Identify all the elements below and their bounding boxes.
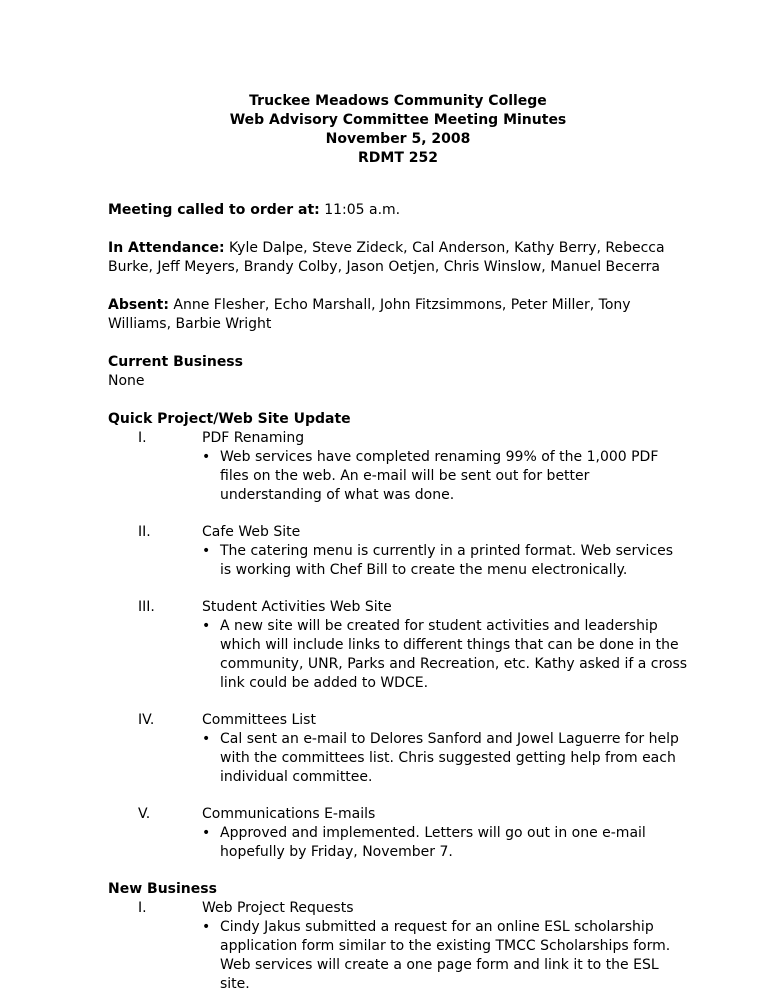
called-to-order [108,201,688,220]
item-bullet-text: Web services have completed renaming 99% of the 1,000 PDF files on the web. An e-mail will be sent out for better understanding of what was done. [220,449,659,503]
item-bullet [202,617,688,693]
item-number: I. [138,430,147,446]
new-business-section [108,880,688,994]
item-bullet [202,730,688,787]
bullet-icon: • [202,825,211,841]
item-bullet-text: The catering menu is currently in a printed format. Web services is working with Chef Bill to create the menu electronically. [220,543,674,578]
item-title: Web Project Requests [202,900,354,916]
current-business-text: None [108,373,145,389]
item-bullet [202,448,688,505]
item-bullet [202,918,688,994]
college-name: Truckee Meadows Community College [249,93,547,109]
meeting-date: November 5, 2008 [325,131,471,147]
item-number: I. [138,900,147,916]
bullet-icon: • [202,618,211,634]
bullet-icon: • [202,449,211,465]
item-title: Cafe Web Site [202,524,301,540]
item-title: Communications E-mails [202,806,376,822]
attendance [108,239,688,277]
quick-update-item [108,805,688,862]
attendance-value: Kyle Dalpe, Steve Zideck, Cal Anderson, Kathy Berry, Rebecca Burke, Jeff Meyers, Brandy Colby, Jason Oetjen, Chris Winslow, Manuel Becerra [108,240,665,275]
document-title: Web Advisory Committee Meeting Minutes [229,112,567,128]
bullet-icon: • [202,919,211,935]
current-business-heading: Current Business [108,354,243,370]
item-number: IV. [138,712,155,728]
meeting-room: RDMT 252 [358,150,438,166]
new-business-item [108,899,688,994]
item-bullet-text: Approved and implemented. Letters will go out in one e-mail hopefully by Friday, November 7. [220,825,646,860]
absent-label: Absent: [108,297,169,313]
item-bullet [202,824,688,862]
quick-update-item [108,429,688,505]
called-to-order-label: Meeting called to order at: [108,202,320,218]
absent-value: Anne Flesher, Echo Marshall, John Fitzsimmons, Peter Miller, Tony Williams, Barbie Wright [108,297,631,332]
item-bullet-text: Cal sent an e-mail to Delores Sanford and Jowel Laguerre for help with the committees list. Chris suggested getting help from each individual committee. [220,731,679,785]
quick-update-section [108,410,688,862]
item-number: III. [138,599,155,615]
bullet-icon: • [202,731,211,747]
quick-update-item [108,523,688,580]
quick-update-heading: Quick Project/Web Site Update [108,411,351,427]
item-bullet-text: A new site will be created for student activities and leadership which will include links to different things that can be done in the community, UNR, Parks and Recreation, etc. Kathy asked if a cross link could be added to WDCE. [220,618,688,691]
item-number: II. [138,524,151,540]
absent [108,296,688,334]
attendance-label: In Attendance: [108,240,225,256]
item-bullet [202,542,688,580]
new-business-heading: New Business [108,881,217,897]
item-bullet-text: Cindy Jakus submitted a request for an online ESL scholarship application form similar to the existing TMCC Scholarships form. Web services will create a one page form and link it to the ESL site. [220,919,671,992]
item-title: PDF Renaming [202,430,305,446]
bullet-icon: • [202,543,211,559]
item-title: Student Activities Web Site [202,599,392,615]
document-header [108,92,688,168]
called-to-order-value: 11:05 a.m. [319,202,401,218]
item-number: V. [138,806,151,822]
quick-update-item [108,711,688,787]
item-title: Committees List [202,712,316,728]
current-business-section [108,353,688,391]
quick-update-item [108,598,688,693]
